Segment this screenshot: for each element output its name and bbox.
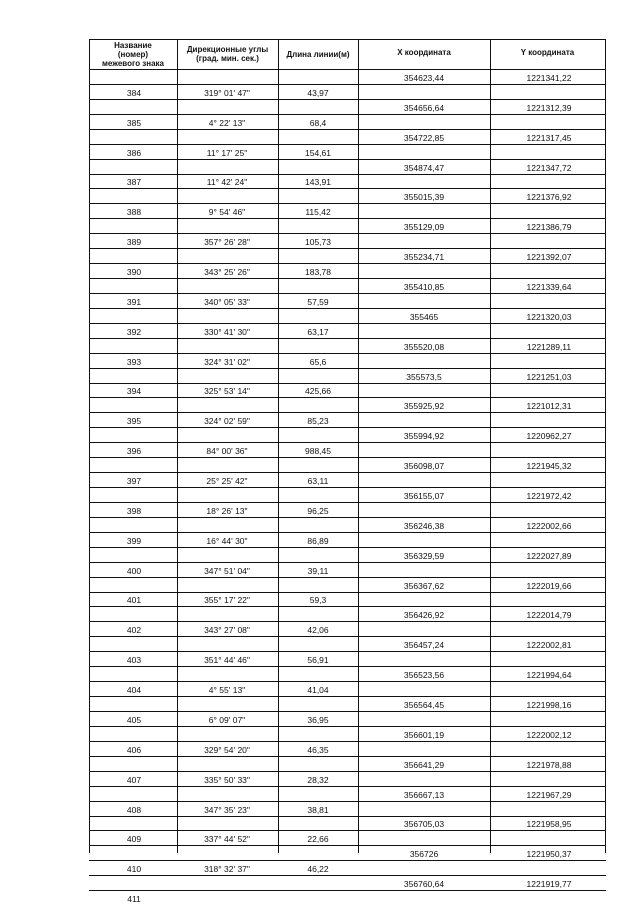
x-coordinate-value: 356564,45 xyxy=(403,700,445,710)
row-line xyxy=(89,666,606,667)
header-point-name-line: межевого знака xyxy=(101,59,165,68)
line-length-value: 105,73 xyxy=(305,237,331,247)
point-name: 402 xyxy=(126,625,142,635)
y-coordinate-value: 1221958,95 xyxy=(526,819,572,829)
x-coordinate-value: 355925,92 xyxy=(403,401,445,411)
y-coordinate-value: 1222019,66 xyxy=(526,581,572,591)
y-coordinate-value: 1221317,45 xyxy=(526,133,572,143)
x-coordinate-value: 356726 xyxy=(409,849,439,859)
direction-angle-value: 16° 44' 30" xyxy=(206,536,248,546)
x-coordinate-value: 356426,92 xyxy=(403,610,445,620)
row-line xyxy=(89,144,606,145)
row-line xyxy=(89,741,606,742)
point-name: 393 xyxy=(126,357,142,367)
point-name: 411 xyxy=(127,894,141,904)
direction-angle-value: 11° 17' 25" xyxy=(206,148,248,158)
row-line xyxy=(89,84,606,85)
y-coordinate-value: 1221012,31 xyxy=(526,401,572,411)
row-line xyxy=(89,114,606,115)
row-line xyxy=(89,308,606,309)
x-coordinate-value: 356601,19 xyxy=(403,730,445,740)
point-name: 403 xyxy=(126,655,142,665)
row-line xyxy=(89,427,606,428)
direction-angle-value: 335° 50' 33" xyxy=(204,775,250,785)
point-name: 404 xyxy=(126,685,142,695)
line-length-value: 86,89 xyxy=(307,536,329,546)
y-coordinate-value: 1221312,39 xyxy=(526,103,572,113)
x-coordinate-value: 356329,59 xyxy=(403,551,445,561)
x-coordinate-value: 355994,92 xyxy=(403,431,445,441)
row-line xyxy=(89,651,606,652)
y-coordinate-value: 1222014,79 xyxy=(526,610,572,620)
y-coordinate-value: 1221392,07 xyxy=(526,252,572,262)
y-coordinate-value: 1221972,42 xyxy=(526,491,572,501)
point-name: 400 xyxy=(126,566,142,576)
row-line xyxy=(89,547,606,548)
x-coordinate-value: 354722,85 xyxy=(403,133,445,143)
direction-angle-value: 18° 26' 13" xyxy=(206,506,248,516)
line-length-value: 183,78 xyxy=(305,267,331,277)
y-coordinate-value: 1221967,29 xyxy=(526,790,572,800)
line-length-value: 65,6 xyxy=(309,357,327,367)
line-length-value: 46,22 xyxy=(307,864,329,874)
direction-angle-value: 25° 25' 42" xyxy=(206,476,248,486)
line-length-value: 143,91 xyxy=(305,177,331,187)
header-y-coordinate: Y координата xyxy=(520,48,575,57)
row-line xyxy=(89,756,606,757)
row-line xyxy=(89,457,606,458)
row-line xyxy=(89,397,606,398)
line-length-value: 36,95 xyxy=(307,715,329,725)
row-line xyxy=(89,816,606,817)
row-line xyxy=(89,681,606,682)
row-line xyxy=(89,786,606,787)
row-line xyxy=(89,696,606,697)
x-coordinate-value: 355465 xyxy=(409,312,439,322)
point-name: 386 xyxy=(126,148,142,158)
direction-angle-value: 319° 01' 47" xyxy=(204,88,250,98)
line-length-value: 96,25 xyxy=(307,506,329,516)
direction-angle-value: 84° 00' 36" xyxy=(206,446,248,456)
direction-angle-value: 355° 17' 22" xyxy=(204,595,250,605)
header-point-name xyxy=(89,41,177,68)
line-length-value: 68,4 xyxy=(309,118,327,128)
direction-angle-value: 329° 54' 20" xyxy=(204,745,250,755)
table-border-top xyxy=(89,39,606,40)
direction-angle-value: 4° 22' 13" xyxy=(208,118,246,128)
header-direction-line: Дирекционные углы xyxy=(186,45,269,54)
direction-angle-value: 325° 53' 14" xyxy=(204,386,250,396)
row-line xyxy=(89,338,606,339)
y-coordinate-value: 1221341,22 xyxy=(526,73,572,83)
row-line xyxy=(89,845,606,846)
y-coordinate-value: 1222002,66 xyxy=(526,521,572,531)
point-name: 406 xyxy=(126,745,142,755)
row-line xyxy=(89,606,606,607)
point-name: 408 xyxy=(126,805,142,815)
line-length-value: 28,32 xyxy=(307,775,329,785)
y-coordinate-value: 1222027,89 xyxy=(526,551,572,561)
direction-angle-value: 4° 55' 13" xyxy=(208,685,246,695)
x-coordinate-value: 354874,47 xyxy=(403,163,445,173)
point-name: 399 xyxy=(126,536,142,546)
row-line xyxy=(89,99,606,100)
row-line xyxy=(89,801,606,802)
direction-angle-value: 351° 44' 46" xyxy=(204,655,250,665)
x-coordinate-value: 355129,09 xyxy=(403,222,445,232)
direction-angle-value: 343° 27' 08" xyxy=(204,625,250,635)
x-coordinate-value: 356667,13 xyxy=(403,790,445,800)
y-coordinate-value: 1221347,72 xyxy=(526,163,572,173)
point-name: 389 xyxy=(126,237,142,247)
row-line xyxy=(89,218,606,219)
y-coordinate-value: 1221919,77 xyxy=(526,879,572,889)
x-coordinate-value: 355573,5 xyxy=(406,372,442,382)
header-x-coordinate: X координата xyxy=(397,48,451,57)
column-divider xyxy=(358,39,359,853)
line-length-value: 38,81 xyxy=(307,805,329,815)
direction-angle-value: 347° 51' 04" xyxy=(204,566,250,576)
line-length-value: 57,59 xyxy=(307,297,329,307)
x-coordinate-value: 355015,39 xyxy=(403,192,445,202)
row-line xyxy=(89,323,606,324)
direction-angle-value: 11° 42' 24" xyxy=(206,177,248,187)
point-name: 394 xyxy=(126,386,142,396)
row-line xyxy=(89,636,606,637)
y-coordinate-value: 1221978,88 xyxy=(526,760,572,770)
point-name: 385 xyxy=(126,118,142,128)
row-line xyxy=(89,592,606,593)
point-name: 401 xyxy=(126,595,142,605)
line-length-value: 154,61 xyxy=(305,148,331,158)
direction-angle-value: 9° 54' 46" xyxy=(208,207,246,217)
direction-angle-value: 347° 35' 23" xyxy=(204,805,250,815)
y-coordinate-value: 1221994,64 xyxy=(526,670,572,680)
row-line xyxy=(89,621,606,622)
line-length-value: 56,91 xyxy=(307,655,329,665)
row-line xyxy=(89,353,606,354)
x-coordinate-value: 356641,29 xyxy=(403,760,445,770)
direction-angle-value: 337° 44' 52" xyxy=(204,834,250,844)
direction-angle-value: 340° 05' 33" xyxy=(204,297,250,307)
direction-angle-value: 330° 41' 30" xyxy=(204,327,250,337)
row-line xyxy=(89,129,606,130)
y-coordinate-value: 1221376,92 xyxy=(526,192,572,202)
y-coordinate-value: 1221950,37 xyxy=(526,849,572,859)
direction-angle-value: 343° 25' 26" xyxy=(204,267,250,277)
line-length-value: 63,11 xyxy=(307,476,329,486)
column-divider xyxy=(490,39,491,853)
line-length-value: 43,97 xyxy=(307,88,329,98)
point-name: 409 xyxy=(126,834,142,844)
point-name: 398 xyxy=(126,506,142,516)
point-name: 395 xyxy=(126,416,142,426)
x-coordinate-value: 354623,44 xyxy=(403,73,445,83)
line-length-value: 115,42 xyxy=(305,207,331,217)
table-border-right xyxy=(605,39,606,853)
row-line xyxy=(89,188,606,189)
table-border-left xyxy=(89,39,90,853)
x-coordinate-value: 356155,07 xyxy=(403,491,445,501)
point-name: 391 xyxy=(126,297,142,307)
x-coordinate-value: 356705,03 xyxy=(403,819,445,829)
row-line xyxy=(89,412,606,413)
row-line xyxy=(89,278,606,279)
direction-angle-value: 357° 26' 28" xyxy=(204,237,250,247)
row-line xyxy=(89,263,606,264)
x-coordinate-value: 355410,85 xyxy=(403,282,445,292)
line-length-value: 988,45 xyxy=(305,446,331,456)
direction-angle-value: 324° 02' 59" xyxy=(204,416,250,426)
direction-angle-value: 6° 09' 07" xyxy=(208,715,246,725)
point-name: 410 xyxy=(126,864,142,874)
row-line xyxy=(89,562,606,563)
point-name: 390 xyxy=(126,267,142,277)
x-coordinate-value: 356367,62 xyxy=(403,581,445,591)
x-coordinate-value: 355234,71 xyxy=(403,252,445,262)
row-line xyxy=(89,517,606,518)
row-line xyxy=(89,726,606,727)
y-coordinate-value: 1221320,03 xyxy=(526,312,572,322)
line-length-value: 22,66 xyxy=(307,834,329,844)
row-line xyxy=(89,830,606,831)
row-line xyxy=(89,203,606,204)
row-line xyxy=(89,890,606,891)
x-coordinate-value: 356760,64 xyxy=(403,879,445,889)
x-coordinate-value: 356246,38 xyxy=(403,521,445,531)
row-line xyxy=(89,248,606,249)
x-coordinate-value: 356457,24 xyxy=(403,640,445,650)
row-line xyxy=(89,532,606,533)
point-name: 405 xyxy=(126,715,142,725)
row-line xyxy=(89,293,606,294)
y-coordinate-value: 1221998,16 xyxy=(526,700,572,710)
point-name: 392 xyxy=(126,327,142,337)
row-line xyxy=(89,442,606,443)
header-point-name-line: Название xyxy=(114,41,152,50)
line-length-value: 46,35 xyxy=(307,745,329,755)
row-line xyxy=(89,159,606,160)
direction-angle-value: 324° 31' 02" xyxy=(204,357,250,367)
row-line xyxy=(89,860,606,861)
row-line xyxy=(89,875,606,876)
line-length-value: 425,66 xyxy=(305,386,331,396)
line-length-value: 63,17 xyxy=(307,327,329,337)
y-coordinate-value: 1220962,27 xyxy=(526,431,572,441)
y-coordinate-value: 1222002,81 xyxy=(526,640,572,650)
header-bottom-line xyxy=(89,69,606,70)
row-line xyxy=(89,502,606,503)
row-line xyxy=(89,577,606,578)
header-direction-line: (град. мин. сек.) xyxy=(196,54,259,63)
line-length-value: 59,3 xyxy=(309,595,327,605)
direction-angle-value: 318° 32' 37" xyxy=(204,864,250,874)
row-line xyxy=(89,771,606,772)
row-line xyxy=(89,472,606,473)
row-line xyxy=(89,487,606,488)
point-name: 396 xyxy=(126,446,142,456)
line-length-value: 41,04 xyxy=(307,685,329,695)
header-point-name-line: (номер) xyxy=(117,50,149,59)
row-line xyxy=(89,174,606,175)
row-line xyxy=(89,368,606,369)
y-coordinate-value: 1221386,79 xyxy=(526,222,572,232)
header-line-length: Длина линии(м) xyxy=(286,50,350,59)
x-coordinate-value: 354656,64 xyxy=(403,103,445,113)
point-name: 384 xyxy=(126,88,142,98)
line-length-value: 85,23 xyxy=(307,416,329,426)
x-coordinate-value: 356523,56 xyxy=(403,670,445,680)
y-coordinate-value: 1221339,64 xyxy=(526,282,572,292)
y-coordinate-value: 1221289,11 xyxy=(526,342,572,352)
header-direction-angle xyxy=(177,45,278,63)
point-name: 387 xyxy=(126,177,142,187)
column-divider xyxy=(177,39,178,853)
row-line xyxy=(89,233,606,234)
row-line xyxy=(89,383,606,384)
x-coordinate-value: 356098,07 xyxy=(403,461,445,471)
column-divider xyxy=(278,39,279,853)
y-coordinate-value: 1222002,12 xyxy=(526,730,572,740)
row-line xyxy=(89,711,606,712)
point-name: 397 xyxy=(126,476,142,486)
y-coordinate-value: 1221251,03 xyxy=(526,372,572,382)
y-coordinate-value: 1221945,32 xyxy=(526,461,572,471)
line-length-value: 42,06 xyxy=(307,625,329,635)
point-name: 388 xyxy=(126,207,142,217)
point-name: 407 xyxy=(126,775,142,785)
line-length-value: 39,11 xyxy=(307,566,329,576)
x-coordinate-value: 355520,08 xyxy=(403,342,445,352)
